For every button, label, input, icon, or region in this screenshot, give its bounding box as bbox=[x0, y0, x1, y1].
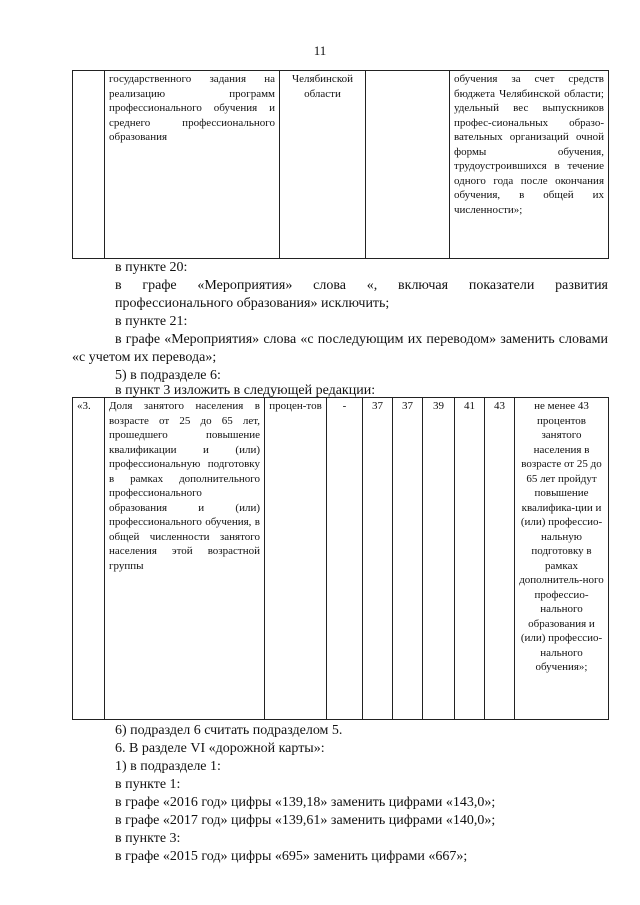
table-cell-region: Челябинской области bbox=[280, 71, 366, 259]
table-cell-value-2: 37 bbox=[393, 398, 423, 720]
paragraph: в графе «2016 год» цифры «139,18» заменить цифрами «143,0»; bbox=[115, 795, 496, 810]
table-cell-indicator-name: Доля занятого населения в возрасте от 25 до 65 лет, прошедшего повышение квалификации и (или) профессиональную подготовку в рамках дополнительного профессионального образования и (или) профессионального обучения, в общей численности занятого населения этой возрастной группы bbox=[105, 398, 265, 720]
table-row bbox=[73, 398, 609, 720]
paragraph: в пункте 21: bbox=[115, 314, 188, 329]
table-cell-target: не менее 43 процентов занятого населения в возрасте от 25 до 65 лет пройдут повышение квалифика-ции и (или) профессио-нальную подготовку в рамках дополнитель-ного профессио-нального образования и (или) профессио-нального обучения»; bbox=[515, 398, 609, 720]
page-number: 11 bbox=[313, 43, 327, 58]
table-cell-unit: процен-тов bbox=[265, 398, 327, 720]
table-cell-indicator: обучения за счет средств бюджета Челябинской области; удельный вес выпускников профес-сиональных образо-вательных организаций очной формы обучения, трудоустроившихся в течение одного года после окончания обучения, в общей их численности»; bbox=[450, 71, 609, 259]
table-cell-value-5: 43 bbox=[485, 398, 515, 720]
table-row bbox=[73, 71, 609, 259]
paragraph-text: в графе «Мероприятия» слова «, включая показатели развития профессионального образования» исключить; bbox=[115, 278, 608, 311]
table-indicator-3 bbox=[72, 397, 609, 720]
paragraph: 6. В разделе VI «дорожной карты»: bbox=[115, 741, 325, 756]
table-cell-value-3: 39 bbox=[423, 398, 455, 720]
table-cell-number: «3. bbox=[73, 398, 105, 720]
table-top-continuation bbox=[72, 70, 609, 259]
table-cell-value-4: 41 bbox=[455, 398, 485, 720]
paragraph: 1) в подразделе 1: bbox=[115, 759, 221, 774]
paragraph: в графе «2015 год» цифры «695» заменить цифрами «667»; bbox=[115, 849, 468, 864]
table-cell-value-1: 37 bbox=[363, 398, 393, 720]
paragraph: в графе «2017 год» цифры «139,61» заменить цифрами «140,0»; bbox=[115, 813, 496, 828]
table-cell-base: - bbox=[327, 398, 363, 720]
paragraph: в пункт 3 изложить в следующей редакции: bbox=[115, 383, 376, 398]
paragraph bbox=[72, 277, 608, 313]
paragraph: в пункте 3: bbox=[115, 831, 181, 846]
paragraph: 5) в подразделе 6: bbox=[115, 368, 221, 383]
table-cell-4 bbox=[366, 71, 450, 259]
paragraph: в пункте 20: bbox=[115, 260, 188, 275]
table-cell-activity: государственного задания на реализацию программ профессионального обучения и среднего профессионального образования bbox=[105, 71, 280, 259]
paragraph: 6) подраздел 6 считать подразделом 5. bbox=[115, 723, 343, 738]
table-cell-1 bbox=[73, 71, 105, 259]
paragraph: в пункте 1: bbox=[115, 777, 181, 792]
paragraph: в графе «Мероприятия» слова «с последующим их переводом» заменить словами «с учетом их перевода»; bbox=[72, 332, 608, 365]
